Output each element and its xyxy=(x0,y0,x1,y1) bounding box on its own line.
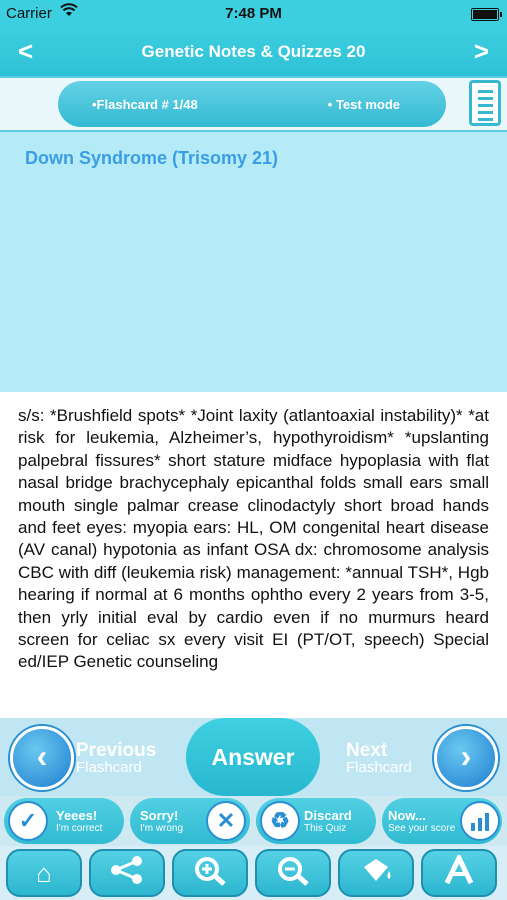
chevron-left-icon: ‹ xyxy=(10,726,74,790)
font-button[interactable] xyxy=(421,849,497,897)
share-button[interactable] xyxy=(89,849,165,897)
wrong-subtitle: I'm wrong xyxy=(140,823,184,834)
previous-label xyxy=(76,742,156,776)
battery-icon xyxy=(471,8,499,21)
wrong-button[interactable] xyxy=(130,798,250,844)
list-icon[interactable] xyxy=(469,80,501,126)
correct-button[interactable] xyxy=(4,798,124,844)
bottom-toolbar xyxy=(0,846,507,900)
carrier-label: Carrier xyxy=(6,5,52,22)
home-icon: ⌂ xyxy=(36,858,52,888)
correct-subtitle: I'm correct xyxy=(56,823,103,834)
question-panel xyxy=(0,132,507,392)
share-icon xyxy=(91,855,163,894)
answer-text: s/s: *Brushfield spots* *Joint laxity (atlantoaxial instability)* *at risk for leukemia, Alzheimer’s, hypothyroidism* *upslanting palpebral fissures* short stature midface hypoplasia with flat nasal bridge brachycephaly epicanthal folds small ears small mouth single palmar crease clinodactyly short broad hands and feet eyes: myopia ears: HL, OM congenital heart disease (AV canal) hypotonia as infant OSA dx: chromosome analysis CBC with diff (leukemia risk) management: *annual TSH*, Hgb hearing if normal at 6 months ophtho every 2 years from 3-5, then yrly initial eval by cardio even if no murmurs heard screen for celiac sx every visit EI (PT/OT, speech) Special ed/IEP Genetic counseling xyxy=(18,406,489,672)
chevron-right-icon: › xyxy=(434,726,498,790)
next-label xyxy=(346,742,412,776)
score-title: Now... xyxy=(388,808,426,823)
forward-chevron-icon[interactable]: > xyxy=(473,36,489,66)
previous-flashcard-button[interactable] xyxy=(6,722,166,790)
clock: 7:48 PM xyxy=(225,5,282,22)
home-button[interactable] xyxy=(6,849,82,897)
status-pill xyxy=(58,81,446,127)
next-title: Next xyxy=(346,740,388,761)
nav-bar xyxy=(0,28,507,76)
zoom-out-button[interactable] xyxy=(255,849,331,897)
zoom-in-button[interactable] xyxy=(172,849,248,897)
discard-subtitle: This Quiz xyxy=(304,823,347,834)
score-button[interactable] xyxy=(382,798,502,844)
flashcard-counter: •Flashcard # 1/48 xyxy=(92,97,198,112)
correct-title: Yeees! xyxy=(56,808,98,823)
score-subtitle: See your score xyxy=(388,823,456,834)
page-title: Genetic Notes & Quizzes 20 xyxy=(141,42,366,61)
discard-quiz-button[interactable] xyxy=(256,798,376,844)
previous-subtitle: Flashcard xyxy=(76,759,142,776)
zoom-in-icon xyxy=(174,855,246,896)
previous-title: Previous xyxy=(76,740,157,761)
zoom-out-icon xyxy=(257,855,329,896)
next-subtitle: Flashcard xyxy=(346,759,412,776)
discard-title: Discard xyxy=(304,808,352,823)
status-bar xyxy=(0,0,507,28)
card-controls xyxy=(0,718,507,796)
mode-label: • Test mode xyxy=(327,97,400,112)
color-button[interactable] xyxy=(338,849,414,897)
answer-panel[interactable] xyxy=(0,392,507,718)
question-text: Down Syndrome (Trisomy 21) xyxy=(25,148,279,168)
chart-icon xyxy=(460,801,500,841)
recycle-icon: ♻ xyxy=(260,801,300,841)
next-flashcard-button[interactable] xyxy=(340,722,500,790)
paint-bucket-icon xyxy=(340,855,412,896)
info-bar xyxy=(0,78,507,130)
quiz-actions xyxy=(0,796,507,846)
x-icon: ✕ xyxy=(206,801,246,841)
font-icon xyxy=(423,855,495,896)
answer-button[interactable]: Answer xyxy=(186,718,320,796)
wrong-title: Sorry! xyxy=(140,808,179,823)
back-chevron-icon[interactable]: < xyxy=(18,36,34,66)
check-icon: ✓ xyxy=(8,801,48,841)
